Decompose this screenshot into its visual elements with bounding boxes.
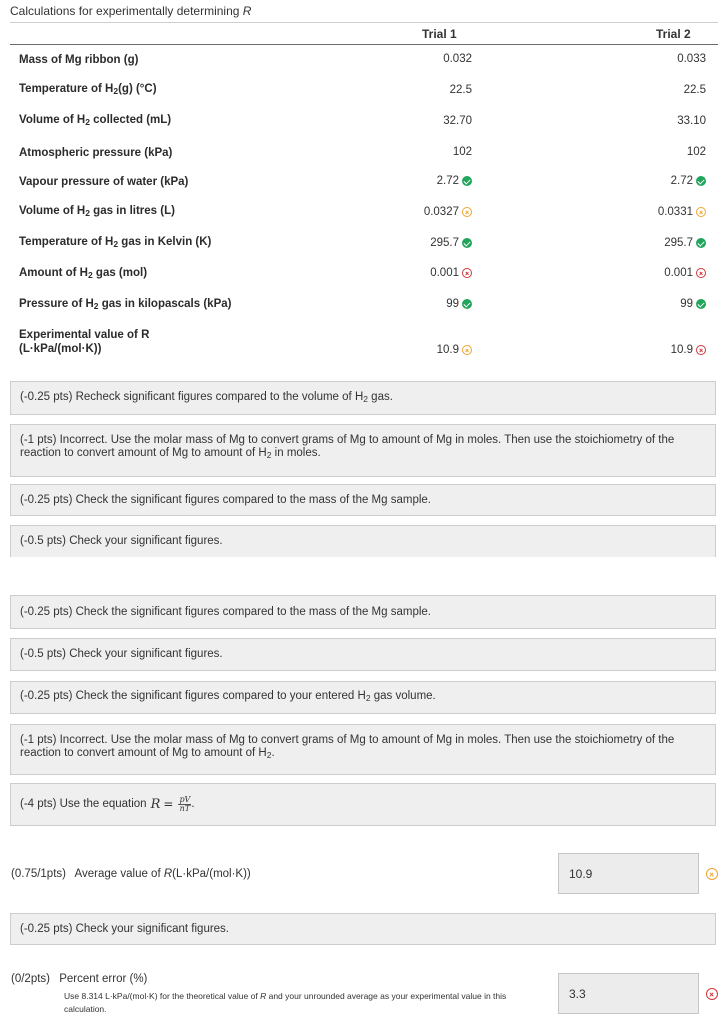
fraction-numerator: pV	[179, 795, 191, 804]
correct-check-icon	[462, 176, 472, 186]
title-divider	[10, 22, 718, 23]
feedback-box: (-0.5 pts) Check your significant figures.	[10, 525, 716, 557]
trial-2-value: 10.9	[671, 344, 706, 356]
feedback-box: (-0.25 pts) Check the significant figures compared to the mass of the Mg sample.	[10, 595, 716, 629]
trial-2-value: 33.10	[677, 115, 706, 127]
trial-2-value: 22.5	[683, 84, 706, 96]
trial-1-value: 102	[452, 146, 472, 158]
trial-1-value: 0.0327	[424, 206, 472, 218]
trial-1-value: 99	[446, 298, 472, 310]
row-label: Temperature of $H_2(g)$ (°C)	[19, 83, 157, 96]
row-label: Vapour pressure of water (kPa)	[19, 176, 189, 188]
feedback-box: (-1 pts) Incorrect. Use the molar mass of Mg to convert grams of Mg to amount of Mg in moles. Then use the stoichiometry of the reaction to convert amount of Mg to amount of $H_2$ in moles.	[10, 424, 716, 477]
trial-1-value: 22.5	[449, 84, 472, 96]
trial-1-value: 10.9	[437, 344, 472, 356]
correct-check-icon	[462, 299, 472, 309]
row-label: Amount of $H_2$ gas (mol)	[19, 267, 148, 280]
correct-check-icon	[696, 238, 706, 248]
correct-check-icon	[462, 238, 472, 248]
row-label: Experimental value of R (L·kPa/(mol·K))	[19, 329, 150, 355]
incorrect-x-icon	[462, 268, 472, 278]
row-label: Mass of Mg ribbon (g)	[19, 54, 139, 66]
trial-1-value: 0.032	[443, 53, 472, 65]
correct-check-icon	[696, 299, 706, 309]
column-header-trial-1: Trial 1	[422, 27, 457, 41]
column-header-trial-2: Trial 2	[656, 27, 691, 41]
feedback-box: (-1 pts) Incorrect. Use the molar mass of Mg to convert grams of Mg to amount of Mg in moles. Then use the stoichiometry of the reaction to convert amount of Mg to amount of $H_2$.	[10, 724, 716, 775]
header-divider	[10, 44, 718, 45]
trial-1-value: 32.70	[443, 115, 472, 127]
trial-2-value: 102	[686, 146, 706, 158]
percent-error-note: Use 8.314 L·kPa/(mol·K) for the theoretical value of R and your unrounded average as your experimental value in this calculation.	[64, 991, 507, 1014]
section-title-text: Calculations for experimentally determining	[10, 4, 240, 18]
partial-x-icon	[696, 207, 706, 217]
percent-error-answer-field[interactable]: 3.3	[558, 973, 699, 1014]
trial-2-value: 295.7	[664, 237, 706, 249]
section-title	[10, 4, 251, 18]
percent-error-question: (0/2pts) Percent error (%)	[11, 973, 148, 985]
feedback-box: (-0.5 pts) Check your significant figures.	[10, 638, 716, 671]
row-label: Pressure of $H_2$ gas in kilopascals (kPa)	[19, 298, 232, 311]
feedback-box: (-0.25 pts) Check your significant figures.	[10, 913, 716, 945]
trial-2-value: 0.001	[664, 267, 706, 279]
correct-check-icon	[696, 176, 706, 186]
equation-equals: =	[163, 797, 174, 811]
fraction-denominator: nT	[179, 804, 191, 813]
points-label: (0/2pts)	[11, 973, 50, 985]
feedback-box: (-0.25 pts) Check the significant figures compared to the mass of the Mg sample.	[10, 484, 716, 516]
feedback-box: (-4 pts) Use the equation R = $\frac{pV}{nT}$ .	[10, 783, 716, 826]
trial-2-value: 2.72	[671, 175, 706, 187]
trial-1-value: 0.001	[430, 267, 472, 279]
incorrect-x-icon	[706, 988, 718, 1000]
trial-2-value: 0.033	[677, 53, 706, 65]
partial-x-icon	[706, 868, 718, 880]
feedback-box: (-0.25 pts) Recheck significant figures compared to the volume of $H_2$ gas.	[10, 381, 716, 415]
incorrect-x-icon	[696, 345, 706, 355]
trial-2-value: 99	[680, 298, 706, 310]
equation-fraction	[178, 796, 191, 813]
feedback-box: (-0.25 pts) Check the significant figures compared to your entered $H_2$ gas volume.	[10, 681, 716, 714]
row-label: Volume of $H_2$ gas in litres (L)	[19, 205, 175, 218]
equation-r: R	[150, 797, 161, 812]
row-label: Temperature of $H_2$ gas in Kelvin (K)	[19, 236, 212, 249]
partial-x-icon	[462, 345, 472, 355]
trial-1-value: 295.7	[430, 237, 472, 249]
trial-2-value: 0.0331	[658, 206, 706, 218]
average-r-question: (0.75/1pts) Average value of R(L·kPa/(mol·K))	[11, 868, 251, 880]
average-r-answer-field[interactable]: 10.9	[558, 853, 699, 894]
row-label: Volume of $H_2$ collected (mL)	[19, 114, 172, 127]
partial-x-icon	[462, 207, 472, 217]
section-title-var: R	[242, 4, 252, 18]
trial-1-value: 2.72	[437, 175, 472, 187]
incorrect-x-icon	[696, 268, 706, 278]
points-label: (0.75/1pts)	[11, 868, 66, 880]
row-label: Atmospheric pressure (kPa)	[19, 147, 173, 159]
